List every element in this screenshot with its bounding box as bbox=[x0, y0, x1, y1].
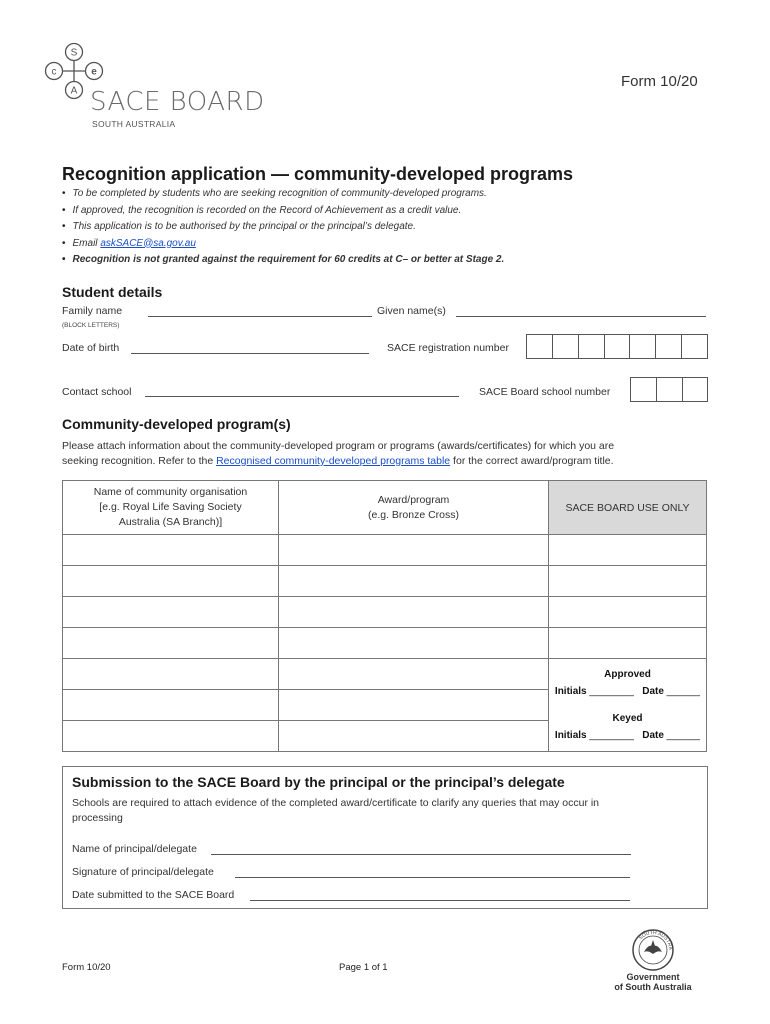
page-title: Recognition application — community-developed programs bbox=[62, 164, 574, 184]
principal-name-field[interactable] bbox=[211, 854, 631, 855]
date-submitted-label: Date submitted to the SACE Board bbox=[72, 889, 235, 901]
table-cell-input[interactable] bbox=[63, 566, 279, 597]
signature-field[interactable] bbox=[235, 877, 630, 878]
programs-instructions: Please attach information about the community-developed program or programs (awards/certificates) for which you are seeking recognition. Refer to the Recognised community-developed programs table for the correct award/program title. bbox=[62, 440, 615, 467]
logo-letter-e: e bbox=[91, 66, 97, 78]
contact-school-field[interactable] bbox=[145, 396, 459, 397]
submission-box bbox=[62, 766, 708, 909]
keyed-label: Keyed bbox=[612, 713, 643, 724]
block-letters-note: (BLOCK LETTERS) bbox=[62, 322, 120, 329]
footer-page: Page 1 of 1 bbox=[339, 962, 388, 973]
list-item: • Recognition is not granted against the requirement for 60 credits at C– or better at Stage 2. bbox=[62, 252, 702, 269]
school-number-label: SACE Board school number bbox=[479, 386, 611, 398]
table-cell-input[interactable] bbox=[63, 535, 279, 566]
given-names-field[interactable] bbox=[456, 316, 706, 317]
given-names-label: Given name(s) bbox=[377, 305, 446, 317]
sace-use-cell bbox=[549, 597, 707, 628]
col-header-organisation: Name of community organisation [e.g. Royal Life Saving Society Australia (SA Branch)] bbox=[63, 481, 279, 535]
logo-letter-a: A bbox=[70, 85, 78, 97]
list-item: • If approved, the recognition is recorded on the Record of Achievement as a credit value. bbox=[62, 203, 702, 220]
table-cell-input[interactable] bbox=[279, 597, 549, 628]
government-logo bbox=[610, 928, 696, 992]
col-header-sace-use: SACE BOARD USE ONLY bbox=[549, 481, 707, 535]
sace-use-cell bbox=[549, 535, 707, 566]
table-cell-input[interactable] bbox=[63, 721, 279, 752]
table-cell-input[interactable] bbox=[63, 597, 279, 628]
table-cell-input[interactable] bbox=[279, 721, 549, 752]
keyed-row: Initials ________ Date ______ bbox=[554, 730, 701, 741]
table-cell-input[interactable] bbox=[279, 690, 549, 721]
table-cell-input[interactable] bbox=[279, 566, 549, 597]
dob-field[interactable] bbox=[131, 353, 369, 354]
logo-letter-c: c bbox=[51, 66, 57, 78]
col-header-award: Award/program (e.g. Bronze Cross) bbox=[279, 481, 549, 535]
programs-heading: Community-developed program(s) bbox=[62, 416, 291, 432]
table-cell-input[interactable] bbox=[279, 659, 549, 690]
list-item bbox=[62, 236, 702, 253]
footer-form: Form 10/20 bbox=[62, 962, 111, 973]
table-cell-input[interactable] bbox=[279, 535, 549, 566]
sace-reg-boxes[interactable] bbox=[526, 334, 708, 359]
logo-name: SACE BOARD bbox=[90, 87, 265, 117]
email-link[interactable]: askSACE@sa.gov.au bbox=[100, 237, 196, 249]
logo-letter-s: S bbox=[70, 47, 78, 59]
table-cell-input[interactable] bbox=[63, 659, 279, 690]
email-prefix: Email bbox=[72, 237, 101, 249]
crest-text: SOUTH AUSTRA bbox=[637, 929, 674, 951]
table-cell-input[interactable] bbox=[63, 690, 279, 721]
list-item: • To be completed by students who are seeking recognition of community-developed programs. bbox=[62, 186, 702, 203]
sace-logo bbox=[44, 42, 279, 134]
school-number-boxes[interactable] bbox=[630, 377, 708, 402]
programs-table-link[interactable]: Recognised community-developed programs table bbox=[216, 455, 451, 467]
principal-name-label: Name of principal/delegate bbox=[72, 843, 197, 855]
table-cell-input[interactable] bbox=[63, 628, 279, 659]
instructions-list bbox=[62, 186, 702, 269]
dob-label: Date of birth bbox=[62, 342, 120, 354]
office-use-box bbox=[549, 659, 707, 752]
logo-subtitle: SOUTH AUSTRALIA bbox=[92, 119, 176, 129]
list-item: • This application is to be authorised by the principal or the principal’s delegate. bbox=[62, 219, 702, 236]
family-name-field[interactable] bbox=[148, 316, 372, 317]
sace-use-cell bbox=[549, 566, 707, 597]
sace-reg-label: SACE registration number bbox=[387, 342, 509, 354]
submission-text: Schools are required to attach evidence of the completed award/certificate to clarify any queries that may occur in processing bbox=[72, 797, 600, 824]
sace-use-cell bbox=[549, 628, 707, 659]
approved-row: Initials ________ Date ______ bbox=[554, 686, 701, 697]
government-text: Government of South Australia bbox=[614, 972, 692, 992]
submission-heading: Submission to the SACE Board by the principal or the principal’s delegate bbox=[72, 774, 565, 790]
date-submitted-field[interactable] bbox=[250, 900, 630, 901]
student-details-heading: Student details bbox=[62, 284, 163, 300]
programs-table bbox=[62, 480, 707, 752]
crest-icon bbox=[631, 928, 675, 972]
approved-label: Approved bbox=[604, 669, 651, 680]
signature-label: Signature of principal/delegate bbox=[72, 866, 214, 878]
table-cell-input[interactable] bbox=[279, 628, 549, 659]
form-number: Form 10/20 bbox=[621, 73, 698, 90]
family-name-label: Family name bbox=[62, 305, 123, 317]
contact-school-label: Contact school bbox=[62, 386, 132, 398]
